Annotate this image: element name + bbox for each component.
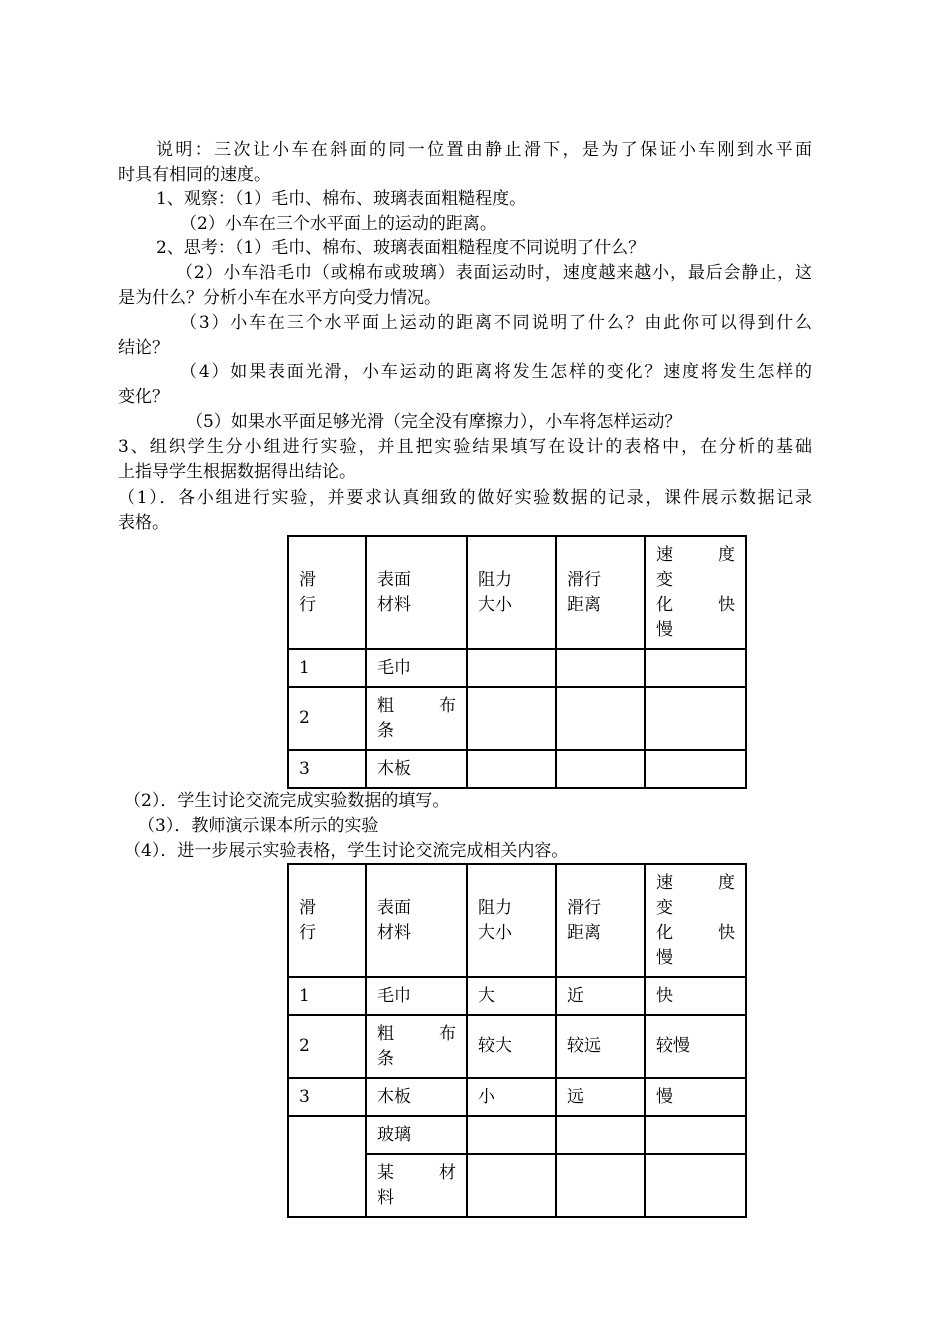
- table-cell-empty: [556, 1116, 645, 1154]
- paragraph-note-line2: 时具有相同的速度。: [118, 165, 271, 185]
- paragraph-observe-2: （2）小车在三个水平面上的运动的距离。: [180, 214, 497, 234]
- table-cell-empty: [467, 687, 556, 750]
- table-cell-material: 粗 布 条: [366, 1015, 467, 1078]
- table-cell-material: 毛巾: [366, 649, 467, 687]
- table-row: [288, 977, 746, 1015]
- table-cell-empty: [467, 750, 556, 788]
- table-cell-material: 某 材 料: [366, 1154, 467, 1217]
- table-row: [288, 687, 746, 750]
- table-cell-num: 2: [288, 1015, 366, 1078]
- table-cell-distance: 远: [556, 1078, 645, 1116]
- table-cell-material: 玻璃: [366, 1116, 467, 1154]
- table-row: [288, 750, 746, 788]
- table-cell-empty: [556, 750, 645, 788]
- table-header-row: [288, 864, 746, 977]
- header-cell-slide: 滑 行: [288, 864, 366, 977]
- table-cell-speed: 快: [645, 977, 746, 1015]
- table-cell-speed: 慢: [645, 1078, 746, 1116]
- paragraph-step3-line2: 上指导学生根据数据得出结论。: [118, 462, 356, 482]
- experiment-table-empty: [287, 535, 747, 789]
- paragraph-note-line1: 说明：三次让小车在斜面的同一位置由静止滑下，是为了保证小车刚到水平面: [156, 140, 812, 160]
- table-cell-num: 3: [288, 750, 366, 788]
- table-cell-resistance: 较大: [467, 1015, 556, 1078]
- paragraph-think-4-line2: 变化？: [118, 387, 169, 407]
- table-cell-empty: [645, 687, 746, 750]
- table-header-row: [288, 536, 746, 649]
- table-cell-empty: [645, 750, 746, 788]
- header-cell-resistance: 阻力 大小: [467, 864, 556, 977]
- table-cell-resistance: 小: [467, 1078, 556, 1116]
- paragraph-think-2-line1: （2）小车沿毛巾（或棉布或玻璃）表面运动时，速度越来越小，最后会静止，这: [176, 263, 812, 283]
- table-cell-num: 3: [288, 1078, 366, 1116]
- table-cell-material: 木板: [366, 1078, 467, 1116]
- table-cell-empty: [645, 1154, 746, 1217]
- header-cell-distance: 滑行 距离: [556, 536, 645, 649]
- paragraph-step3-4: （4）．进一步展示实验表格，学生讨论交流完成相关内容。: [124, 841, 569, 861]
- table-cell-distance: 较远: [556, 1015, 645, 1078]
- paragraph-think-1: 2、思考：（1）毛巾、棉布、玻璃表面粗糙程度不同说明了什么？: [156, 238, 646, 258]
- header-cell-speed-change: 速 度 变 化 快 慢: [645, 864, 746, 977]
- table-cell-distance: 近: [556, 977, 645, 1015]
- header-cell-surface: 表面 材料: [366, 536, 467, 649]
- table-cell-merged-empty: [288, 1116, 366, 1217]
- paragraph-step3-3: （3）．教师演示课本所示的实验: [138, 816, 379, 836]
- table-cell-material: 毛巾: [366, 977, 467, 1015]
- table-row: [288, 649, 746, 687]
- table-cell-empty: [556, 649, 645, 687]
- table-cell-num: 1: [288, 649, 366, 687]
- table-cell-num: 2: [288, 687, 366, 750]
- paragraph-think-3-line1: （3）小车在三个水平面上运动的距离不同说明了什么？由此你可以得到什么: [180, 313, 812, 333]
- table-cell-empty: [467, 1116, 556, 1154]
- paragraph-think-3-line2: 结论？: [118, 338, 169, 358]
- experiment-table-filled: [287, 863, 747, 1218]
- table-cell-resistance: 大: [467, 977, 556, 1015]
- table-row: [288, 1078, 746, 1116]
- paragraph-think-4-line1: （4）如果表面光滑，小车运动的距离将发生怎样的变化？速度将发生怎样的: [180, 362, 812, 382]
- header-cell-resistance: 阻力 大小: [467, 536, 556, 649]
- table-cell-empty: [645, 649, 746, 687]
- table-row: [288, 1015, 746, 1078]
- table-cell-speed: 较慢: [645, 1015, 746, 1078]
- paragraph-step3-1-line1: （1）．各小组进行实验，并要求认真细致的做好实验数据的记录，课件展示数据记录: [118, 488, 812, 508]
- table-cell-material: 粗 布 条: [366, 687, 467, 750]
- table-cell-empty: [556, 1154, 645, 1217]
- table-cell-empty: [556, 687, 645, 750]
- header-cell-slide: 滑 行: [288, 536, 366, 649]
- paragraph-think-2-line2: 是为什么？分析小车在水平方向受力情况。: [118, 288, 441, 308]
- table-cell-empty: [645, 1116, 746, 1154]
- header-cell-speed-change: 速 度 变 化 快 慢: [645, 536, 746, 649]
- table-cell-num: 1: [288, 977, 366, 1015]
- paragraph-step3-1-line2: 表格。: [118, 513, 169, 533]
- table-cell-empty: [467, 649, 556, 687]
- table-row: [288, 1116, 746, 1154]
- paragraph-observe: 1、观察：（1）毛巾、棉布、玻璃表面粗糙程度。: [156, 189, 527, 209]
- header-cell-distance: 滑行 距离: [556, 864, 645, 977]
- header-cell-surface: 表面 材料: [366, 864, 467, 977]
- paragraph-step3-2: （2）．学生讨论交流完成实验数据的填写。: [124, 791, 450, 811]
- table-cell-empty: [467, 1154, 556, 1217]
- paragraph-think-5: （5）如果水平面足够光滑（完全没有摩擦力），小车将怎样运动？: [186, 412, 682, 432]
- paragraph-step3-line1: 3、组织学生分小组进行实验，并且把实验结果填写在设计的表格中，在分析的基础: [118, 437, 812, 457]
- table-cell-material: 木板: [366, 750, 467, 788]
